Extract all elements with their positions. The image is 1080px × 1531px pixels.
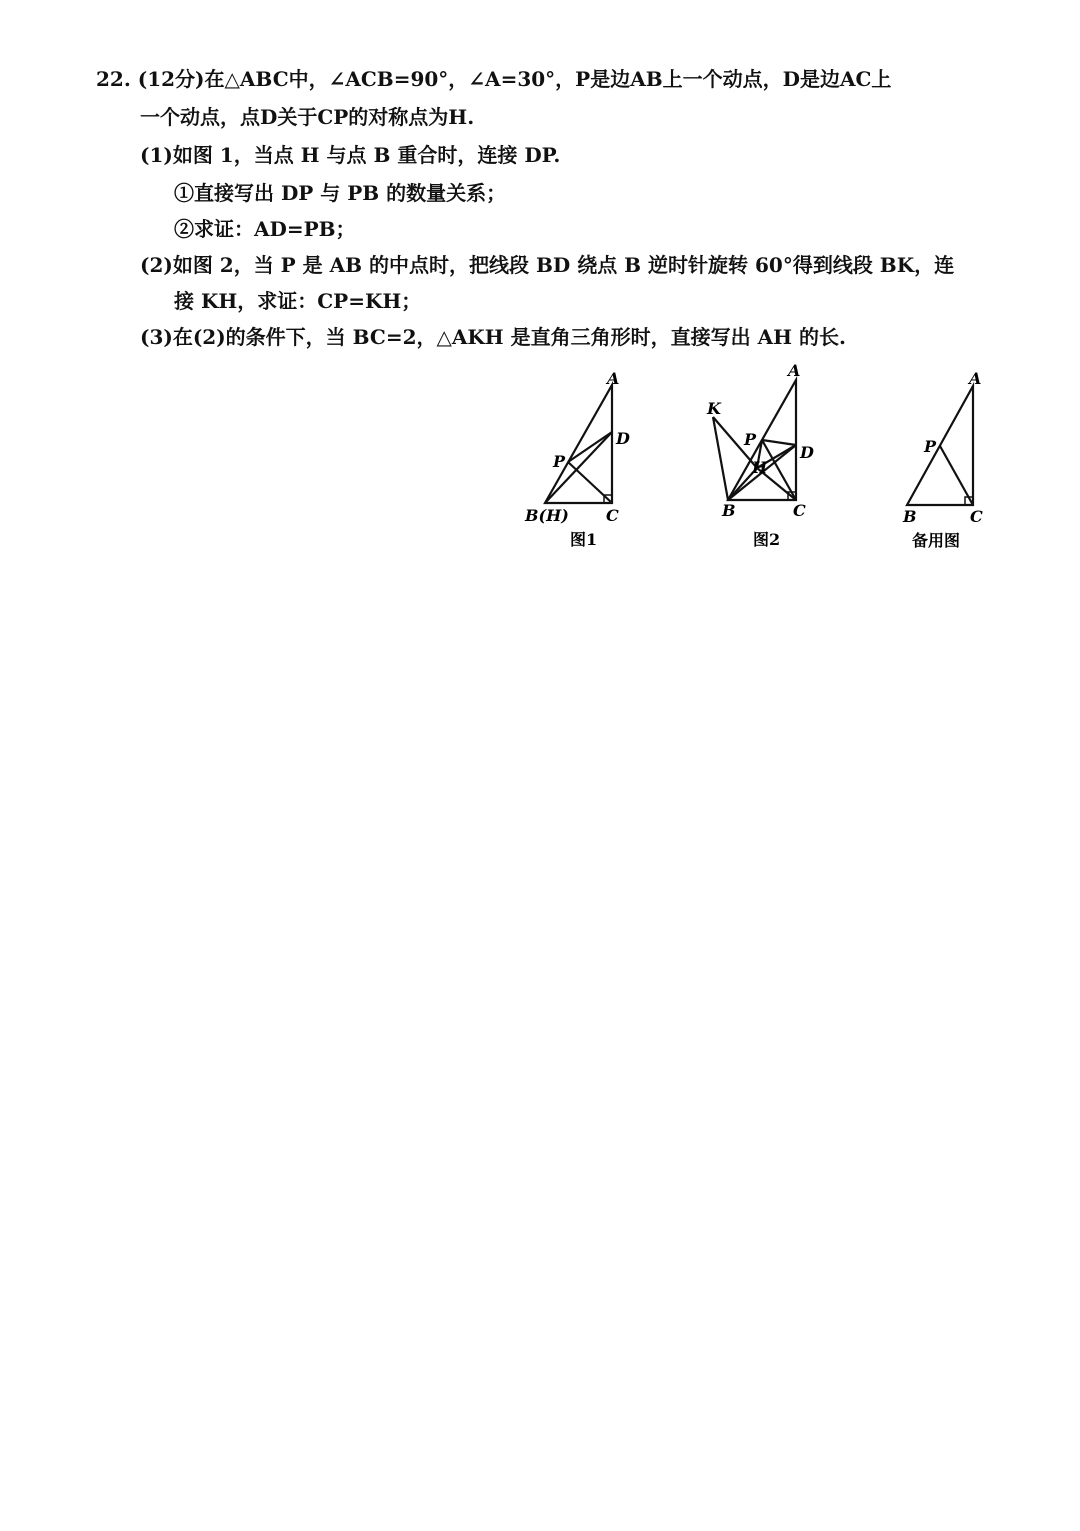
fig2-label-d: D — [800, 443, 814, 462]
fig2-caption: 图2 — [753, 530, 781, 549]
figure-3 — [907, 386, 973, 505]
fig2-label-p: P — [744, 430, 757, 449]
problem-line-2: 一个动点，点D关于CP的对称点为H. — [140, 105, 475, 129]
fig1-segment-pc — [568, 462, 612, 503]
fig1-label-d: D — [616, 429, 630, 448]
fig3-label-a: A — [969, 369, 982, 388]
fig3-segment-pc — [940, 446, 973, 505]
part-2-line-1: (2)如图 2，当 P 是 AB 的中点时，把线段 BD 绕点 B 逆时针旋转 60°得到线段 BK，连 — [140, 253, 955, 277]
fig3-label-b: B — [903, 507, 917, 526]
fig3-caption: 备用图 — [912, 531, 961, 550]
part-3-line: (3)在(2)的条件下，当 BC=2，△AKH 是直角三角形时，直接写出 AH 的长. — [140, 325, 846, 349]
fig1-segment-dp — [568, 432, 612, 462]
part-1-heading: (1)如图 1，当点 H 与点 B 重合时，连接 DP. — [140, 143, 561, 167]
fig2-label-a: A — [788, 361, 801, 380]
fig2-segment-bk — [713, 417, 728, 500]
fig2-label-c: C — [793, 501, 806, 520]
fig2-label-h: H — [752, 458, 768, 477]
problem-line-1: 22. (12分)在△ABC中，∠ACB=90°，∠A=30°，P是边AB上一个动点，D是边AC上 — [96, 67, 892, 91]
part-1-question-1: ①直接写出 DP 与 PB 的数量关系； — [174, 181, 507, 205]
fig1-label-bh: B(H) — [525, 506, 569, 525]
fig3-label-c: C — [970, 507, 983, 526]
part-2-line-2: 接 KH，求证：CP=KH； — [174, 289, 422, 313]
fig2-label-k: K — [707, 399, 721, 418]
fig2-segment-pd — [762, 440, 796, 445]
fig1-label-a: A — [607, 369, 620, 388]
part-1-question-2: ②求证：AD=PB； — [174, 217, 356, 241]
fig1-label-c: C — [606, 506, 619, 525]
fig1-caption: 图1 — [570, 530, 598, 549]
fig3-label-p: P — [924, 437, 937, 456]
fig1-label-p: P — [553, 452, 566, 471]
figure-1 — [545, 385, 612, 503]
fig2-label-b: B — [722, 501, 736, 520]
